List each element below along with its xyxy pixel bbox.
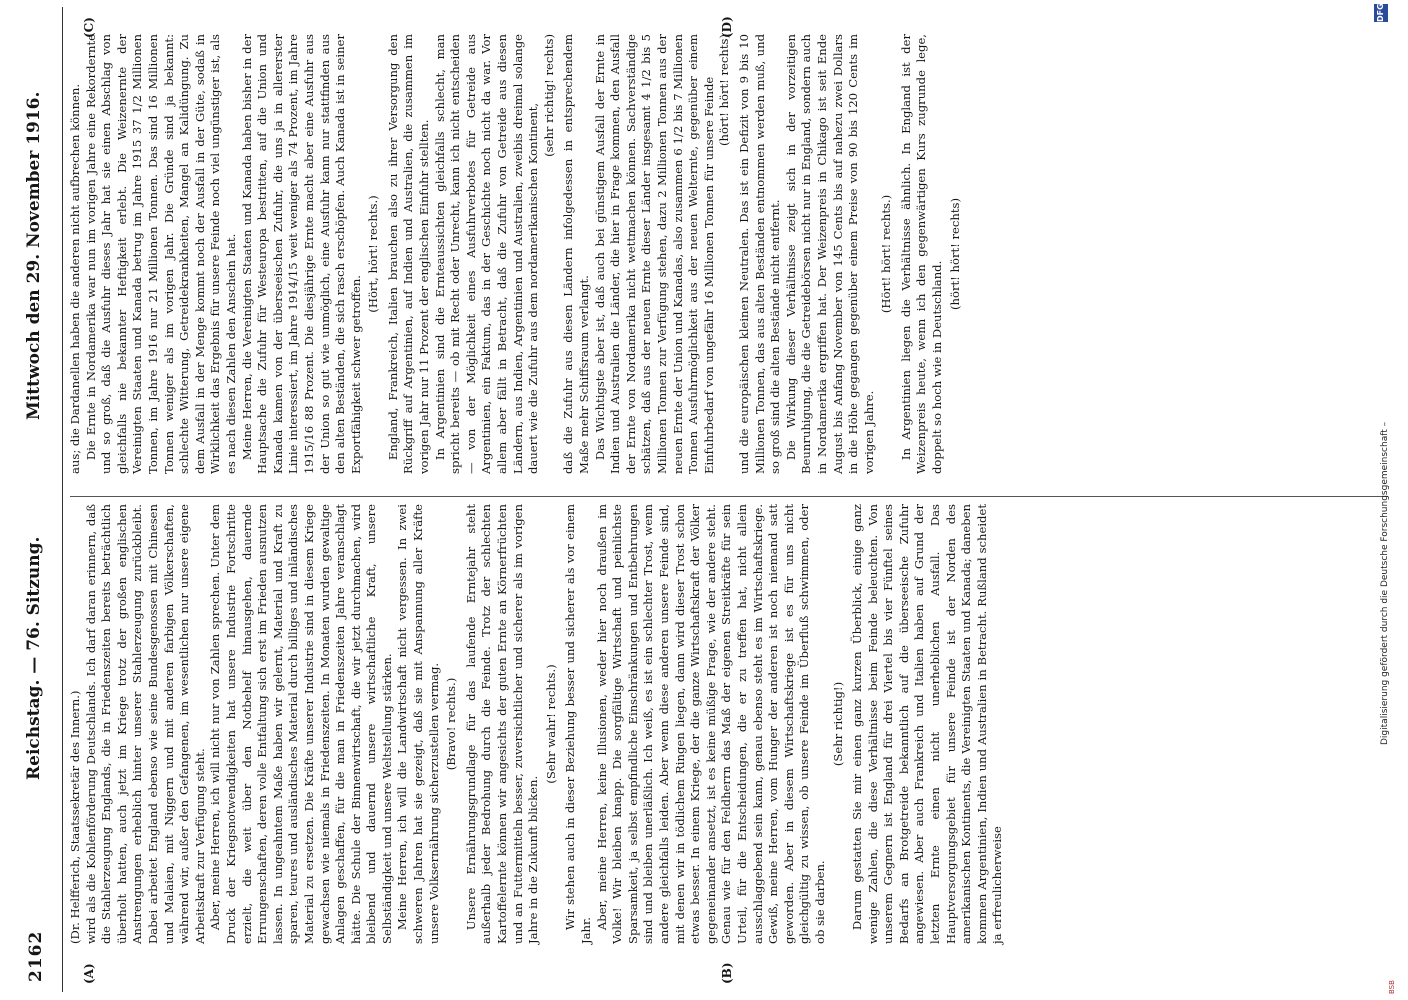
paragraph: Wir stehen auch in dieser Beziehung besser und sicherer als vor einem Jahr. bbox=[563, 504, 593, 944]
interjection: (hört! hört! rechts) bbox=[947, 198, 962, 311]
paragraph: aus; die Dardanellen haben die anderen nicht aufbrechen können. bbox=[68, 83, 82, 474]
interjection: (Hört, hört! rechts.) bbox=[366, 195, 381, 313]
margin-marker-a: (A) bbox=[82, 963, 96, 984]
paragraph: Das Wichtigste aber ist, daß auch bei günstigem Ausfall der Ernte in Indien und Australien die Länder, die hier in Frage kommen, den Ausfall der Ernte von Nordamerika nicht wettmachen können. Sachverständige schätzen, daß aus der neuen Ernte dieser Länder insgesamt 4 1/2 bis 5 Millionen Tonnen zur Verfügung stehen, dazu 2 Millionen Tonnen aus der neuen Ernte der Union und Kanadas, also zusammen 6 1/2 bis 7 Millionen Tonnen Ausfuhrmöglichkeit aus der neuen Welternte, gegenüber einem Einfuhrbedarf von ungefähr 16 Millionen Tonnen für unsere Feinde bbox=[592, 34, 716, 474]
paragraph: Meine Herren, ich will die Landwirtschaft nicht vergessen. In zwei schweren Jahren hat sie gezeigt, daß sie mit Anspannung aller Kräfte unsere Volksernährung sicherzustellen vermag. bbox=[395, 504, 441, 944]
paragraph: Die Ernte in Nordamerika war nun im vorigen Jahre eine Rekordernte und so groß, daß die Ausfuhr dieses Jahr hat sie einen Abschlag von gleichfalls nie bekannter Heftigkeit erlebt. Die Weizenernte der Vereinigten Staaten und Kanada betrug im Jahre 1915 37 1/2 Millionen Tonnen, im Jahre 1916 nur 21 Millionen Tonnen. Das sind 16 Millionen Tonnen weniger als im vorigen Jahr. Die Gründe sind ja bekannt: schlechte Witterung, Getreidekrankheiten, Mangel an Kalidüngung. Zu dem Ausfall in der Menge kommt noch der Ausfall in der Güte, sodaß in Wirklichkeit das Ergebnis für unsere Feinde noch viel ungünstiger ist, als es nach diesen Zahlen den Anschein hat. bbox=[83, 34, 238, 474]
paragraph: In Argentinien sind die Ernteaussichten gleichfalls schlecht, man spricht bereits — ob mit Recht oder Unrecht, kann ich nicht entscheiden — von der Möglichkeit eines Ausfuhrverbotes für Getreide aus Argentinien, ein Faktum, das in der Geschichte noch nicht da war. Vor allem aber fällt in Betracht, daß die Zufuhr von Getreide aus diesen Ländern, aus Indien, Argentinien und Australien, zweibis dreimal solange dauert wie die Zufuhr aus dem nordamerikanischen Kontinent, bbox=[432, 34, 541, 474]
paragraph: Aber, meine Herren, ich will nicht nur von Zahlen sprechen. Unter dem Druck der Kriegsnotwendigkeiten hat unsere Industrie Fortschritte erzielt, die weit über den Notbehelf hinausgehen, dauernde Errungenschaften, deren volle Entfaltung sich erst im Frieden ausnutzen lassen. In ungeahntem Maße haben wir gelernt, Material und Kraft zu sparen, teures und ausländisches Material durch billiges und inländisches Material zu ersetzen. Die Kräfte unserer Industrie sind in diesem Kriege gewachsen wie niemals in Friedenszeiten. In Monaten wurden gewaltige Anlagen geschaffen, für die man in Friedenszeiten Jahre veranschlagt hätte. Die Schule der Binnenwirtschaft, die wir jetzt durchmachen, wird bleibend und dauernd unsere wirtschaftliche Kraft, unsere Selbständigkeit und unsere Weltstellung stärken. bbox=[208, 504, 394, 944]
library-mark: BSB bbox=[1388, 980, 1396, 994]
digitization-credit: Digitalisierung gefördert durch die Deutsche Forschungsgemeinschaft – bbox=[1380, 421, 1390, 745]
paragraph: Die Wirkung dieser Verhältnisse zeigt sich in der vorzeitigen Beunruhigung, die die Getreidebörsen nicht nur in England, sondern auch in Nordamerika ergriffen hat. Der Weizenpreis in Chikago ist seit Ende August bis Anfang November von 145 Cents bis auf nahezu zwei Dollars in die Höhe gegangen gegenüber einem Preise von 90 bis 120 Cents im vorigen Jahre. bbox=[783, 34, 876, 474]
interjection: (hört! hört! rechts) bbox=[717, 34, 732, 147]
column-divider bbox=[70, 496, 1388, 497]
paragraph: Meine Herren, die Vereinigten Staaten und Kanada haben bisher in der Hauptsache die Zufuhr für Westeuropa bestritten, auf die Union und Kanada kamen von der überseeischen Zufuhr, die uns ja in allererster Linie interessiert, im Jahre 1914/15 weit weniger als 74 Prozent, im Jahre 1915/16 88 Prozent. Die diesjährige Ernte macht aber eine Ausfuhr aus der Union so gut wie unmöglich, eine Ausfuhr kann nur stattfinden aus den alten Beständen, die sich rasch erschöpfen. Auch Kanada ist in seiner Exportfähigkeit schwer getroffen. bbox=[239, 34, 363, 474]
interjection: (sehr richtig! rechts) bbox=[541, 34, 556, 157]
right-column bbox=[68, 34, 967, 474]
header-date: Mittwoch den 29. November 1916. bbox=[24, 91, 44, 420]
paragraph: und die europäischen kleinen Neutralen. Das ist ein Defizit von 9 bis 10 Millionen Tonnen, das aus alten Beständen entnommen werden muß, und so groß sind die alten Bestände nicht entfernt. bbox=[736, 34, 783, 474]
paragraph: Darum gestatten Sie mir einen ganz kurzen Überblick, einige ganz wenige Zahlen, die diese Verhältnisse beim Feinde beleuchten. Von unserem Gegnern ist England für drei Viertel bis vier Fünftel seines Bedarfs an Brotgetreide bekanntlich auf die überseeische Zufuhr angewiesen. Aber auch Frankreich und Italien haben auf Grund der letzten Ernte einen nicht unerheblichen Ausfall. Das Hauptversorgungsgebiet für unsere Feinde ist der Norden des amerikanischen Kontinents, die Vereinigten Staaten und Kanada; daneben kommen Argentinien, Indien und Australien in Betracht. Rußland scheidet ja erfreulicherweise bbox=[850, 504, 1005, 944]
page-number: 2162 bbox=[26, 930, 46, 982]
margin-marker-c: (C) bbox=[82, 17, 96, 38]
left-column bbox=[68, 504, 1006, 944]
interjection: (Hört! hört! rechts.) bbox=[879, 194, 894, 314]
margin-marker-d: (D) bbox=[720, 16, 734, 38]
speaker-line: (Dr. Helfferich, Staatssekretär des Innern.) bbox=[68, 690, 82, 944]
paragraph: England, Frankreich, Italien brauchen also zu ihrer Versorgung den Rückgriff auf Argentinien, auf Indien und Australien, die zusammen im vorigen Jahr nur 11 Prozent der englischen Einfuhr stellten. bbox=[385, 34, 432, 474]
paragraph: wird als die Kohlenförderung Deutschlands. Ich darf daran erinnern, daß die Stahlerzeugung Englands, die in Friedenszeiten bereits beträchtlich überholt hatten, auch jetzt im Kriege trotz der großen englischen Anstrengungen erheblich hinter unserer Stahlerzeugung zurückbleibt. Dabei arbeitet England ebenso wie seine Bundesgenossen mit Chinesen und Malaien, mit Niggern und mit anderen farbigen Völkerschaften, während wir, außer den Gefangenen, im wesentlichen nur unsere eigene Arbeitskraft zur Verfügung steht. bbox=[83, 504, 207, 944]
paragraph: In Argentinien liegen die Verhältnisse ähnlich. In England ist der Weizenpreis heute, wenn ich den gegenwärtigen Kurs zugrunde lege, doppelt so hoch wie in Deutschland. bbox=[898, 34, 945, 474]
interjection: (Sehr wahr! rechts.) bbox=[543, 664, 558, 784]
interjection: (Sehr richtig!) bbox=[830, 681, 845, 767]
header-session: Reichstag. — 76. Sitzung. bbox=[24, 536, 44, 780]
dfg-logo: DFG bbox=[1374, 4, 1388, 22]
paragraph: Aber, meine Herren, keine Illusionen, weder hier noch draußen im Volke! Wir bleiben knapp. Die sorgfältige Wirtschaft und peinlichste Sparsamkeit, ja selbst empfindliche Einschränkungen und Entbehrungen sind und bleiben unerläßlich. Ich weiß, es ist ein schlechter Trost, wenn andere gleichfalls leiden. Aber wenn diese anderen unsere Feinde sind, mit denen wir in tödlichem Ringen liegen, dann wird dieser Trost schon etwas besser. In einem Kriege, der die ganze Wirtschaftskraft der Völker gegeneinander ansetzt, ist es keine müßige Frage, wie der andere steht. Genau wie für den Feldherrn das Maß der eigenen Streitkräfte für sein Urteil, für die Entscheidungen, die er zu treffen hat, nicht allein ausschlaggebend sein kann, genau ebenso steht es im Wirtschaftskriege. Gewiß, meine Herren, vom Hunger der anderen ist noch niemand satt geworden. Aber in diesem Wirtschaftskriege ist es für uns nicht gleichgültig zu wissen, ob unsere Feinde im Überfluß schwimmen, oder ob sie darben. bbox=[594, 504, 827, 944]
paragraph: daß die Zufuhr aus diesen Ländern infolgedessen in entsprechendem Maße mehr Schiffsraum verlangt. bbox=[561, 34, 591, 474]
page-header bbox=[0, 0, 70, 1000]
margin-marker-b: (B) bbox=[720, 962, 734, 984]
header-rule bbox=[62, 7, 63, 992]
paragraph: Unsere Ernährungsgrundlage für das laufende Erntejahr steht außerhalb jeder Bedrohung durch die Feinde. Trotz der schlechten Kartoffelernte können wir angesichts der guten Ernte an Körnerfrüchten und an Futtermitteln besser, zuversichtlicher und sicherer als im vorigen Jahre in die Zukunft blicken. bbox=[463, 504, 541, 944]
interjection: (Bravo! rechts.) bbox=[444, 677, 459, 771]
